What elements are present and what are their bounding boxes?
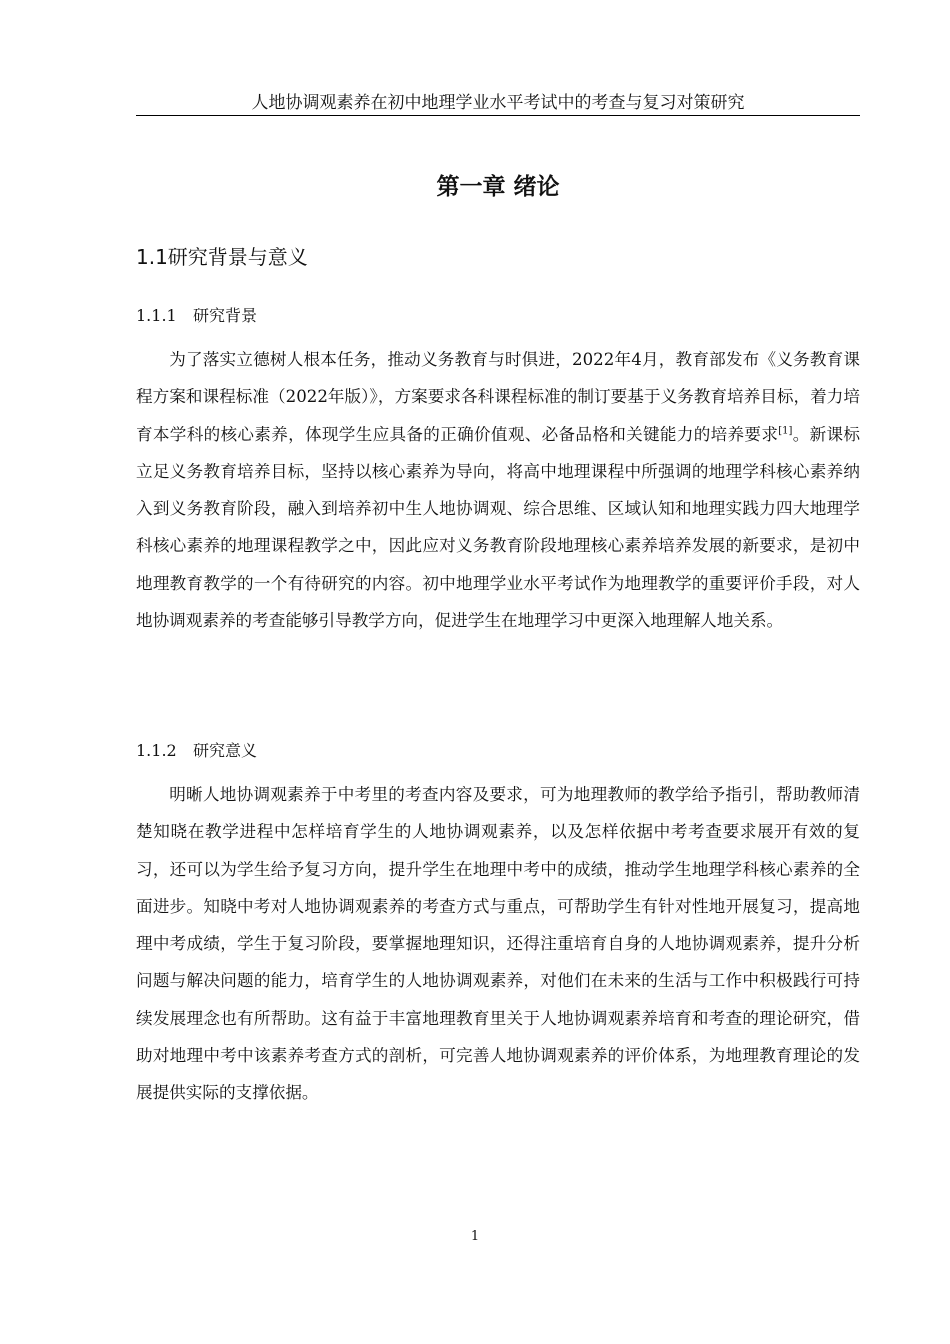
paragraph-background [136,341,860,639]
subsection-number: 1.1.2 [136,741,177,760]
running-header: 人地协调观素养在初中地理学业水平考试中的考查与复习对策研究 [251,93,745,113]
paragraph-text: 为了落实立德树人根本任务，推动义务教育与时俱进，2022年4月，教育部发布《义务教育课程方案和课程标准（2022年版）》，方案要求各科课程标准的制订要基于义务教育培养目标，着力培育本学科的核心素养，体现学生应具备的正确价值观、必备品格和关键能力的培养要求 [136,350,860,444]
paragraph-text-continued: 。新课标立足义务教育培养目标，坚持以核心素养为导向，将高中地理课程中所强调的地理学科核心素养纳入到义务教育阶段，融入到培养初中生人地协调观、综合思维、区域认知和地理实践力四大地理学科核心素养的地理课程教学之中，因此应对义务教育阶段地理核心素养培养发展的新要求，是初中地理教育教学的一个有待研究的内容。初中地理学业水平考试作为地理教学的重要评价手段，对人地协调观素养的考查能够引导教学方向，促进学生在地理学习中更深入地理解人地关系。 [136,424,861,631]
subsection-number: 1.1.1 [136,306,177,325]
subsection-heading: 研究背景 [193,306,258,325]
subsection-title-background [136,304,257,328]
page-number: 1 [470,1229,480,1244]
section-title: 1.1研究背景与意义 [136,245,308,269]
subsection-heading: 研究意义 [193,741,258,760]
citation-marker: [1] [778,425,793,437]
header-rule [136,115,860,116]
chapter-title: 第一章 绪论 [436,174,560,200]
subsection-title-significance [136,739,257,763]
paragraph-significance: 明晰人地协调观素养于中考里的考查内容及要求，可为地理教师的教学给予指引，帮助教师清楚知晓在教学进程中怎样培育学生的人地协调观素养，以及怎样依据中考考查要求展开有效的复习，还可以为学生给予复习方向，提升学生在地理中考中的成绩，推动学生地理学科核心素养的全面进步。知晓中考对人地协调观素养的考查方式与重点，可帮助学生有针对性地开展复习，提高地理中考成绩，学生于复习阶段，要掌握地理知识，还得注重培育自身的人地协调观素养，提升分析问题与解决问题的能力，培育学生的人地协调观素养，对他们在未来的生活与工作中积极践行可持续发展理念也有所帮助。这有益于丰富地理教育里关于人地协调观素养培育和考查的理论研究，借助对地理中考中该素养考查方式的剖析，可完善人地协调观素养的评价体系，为地理教育理论的发展提供实际的支撑依据。 [136,785,860,1103]
